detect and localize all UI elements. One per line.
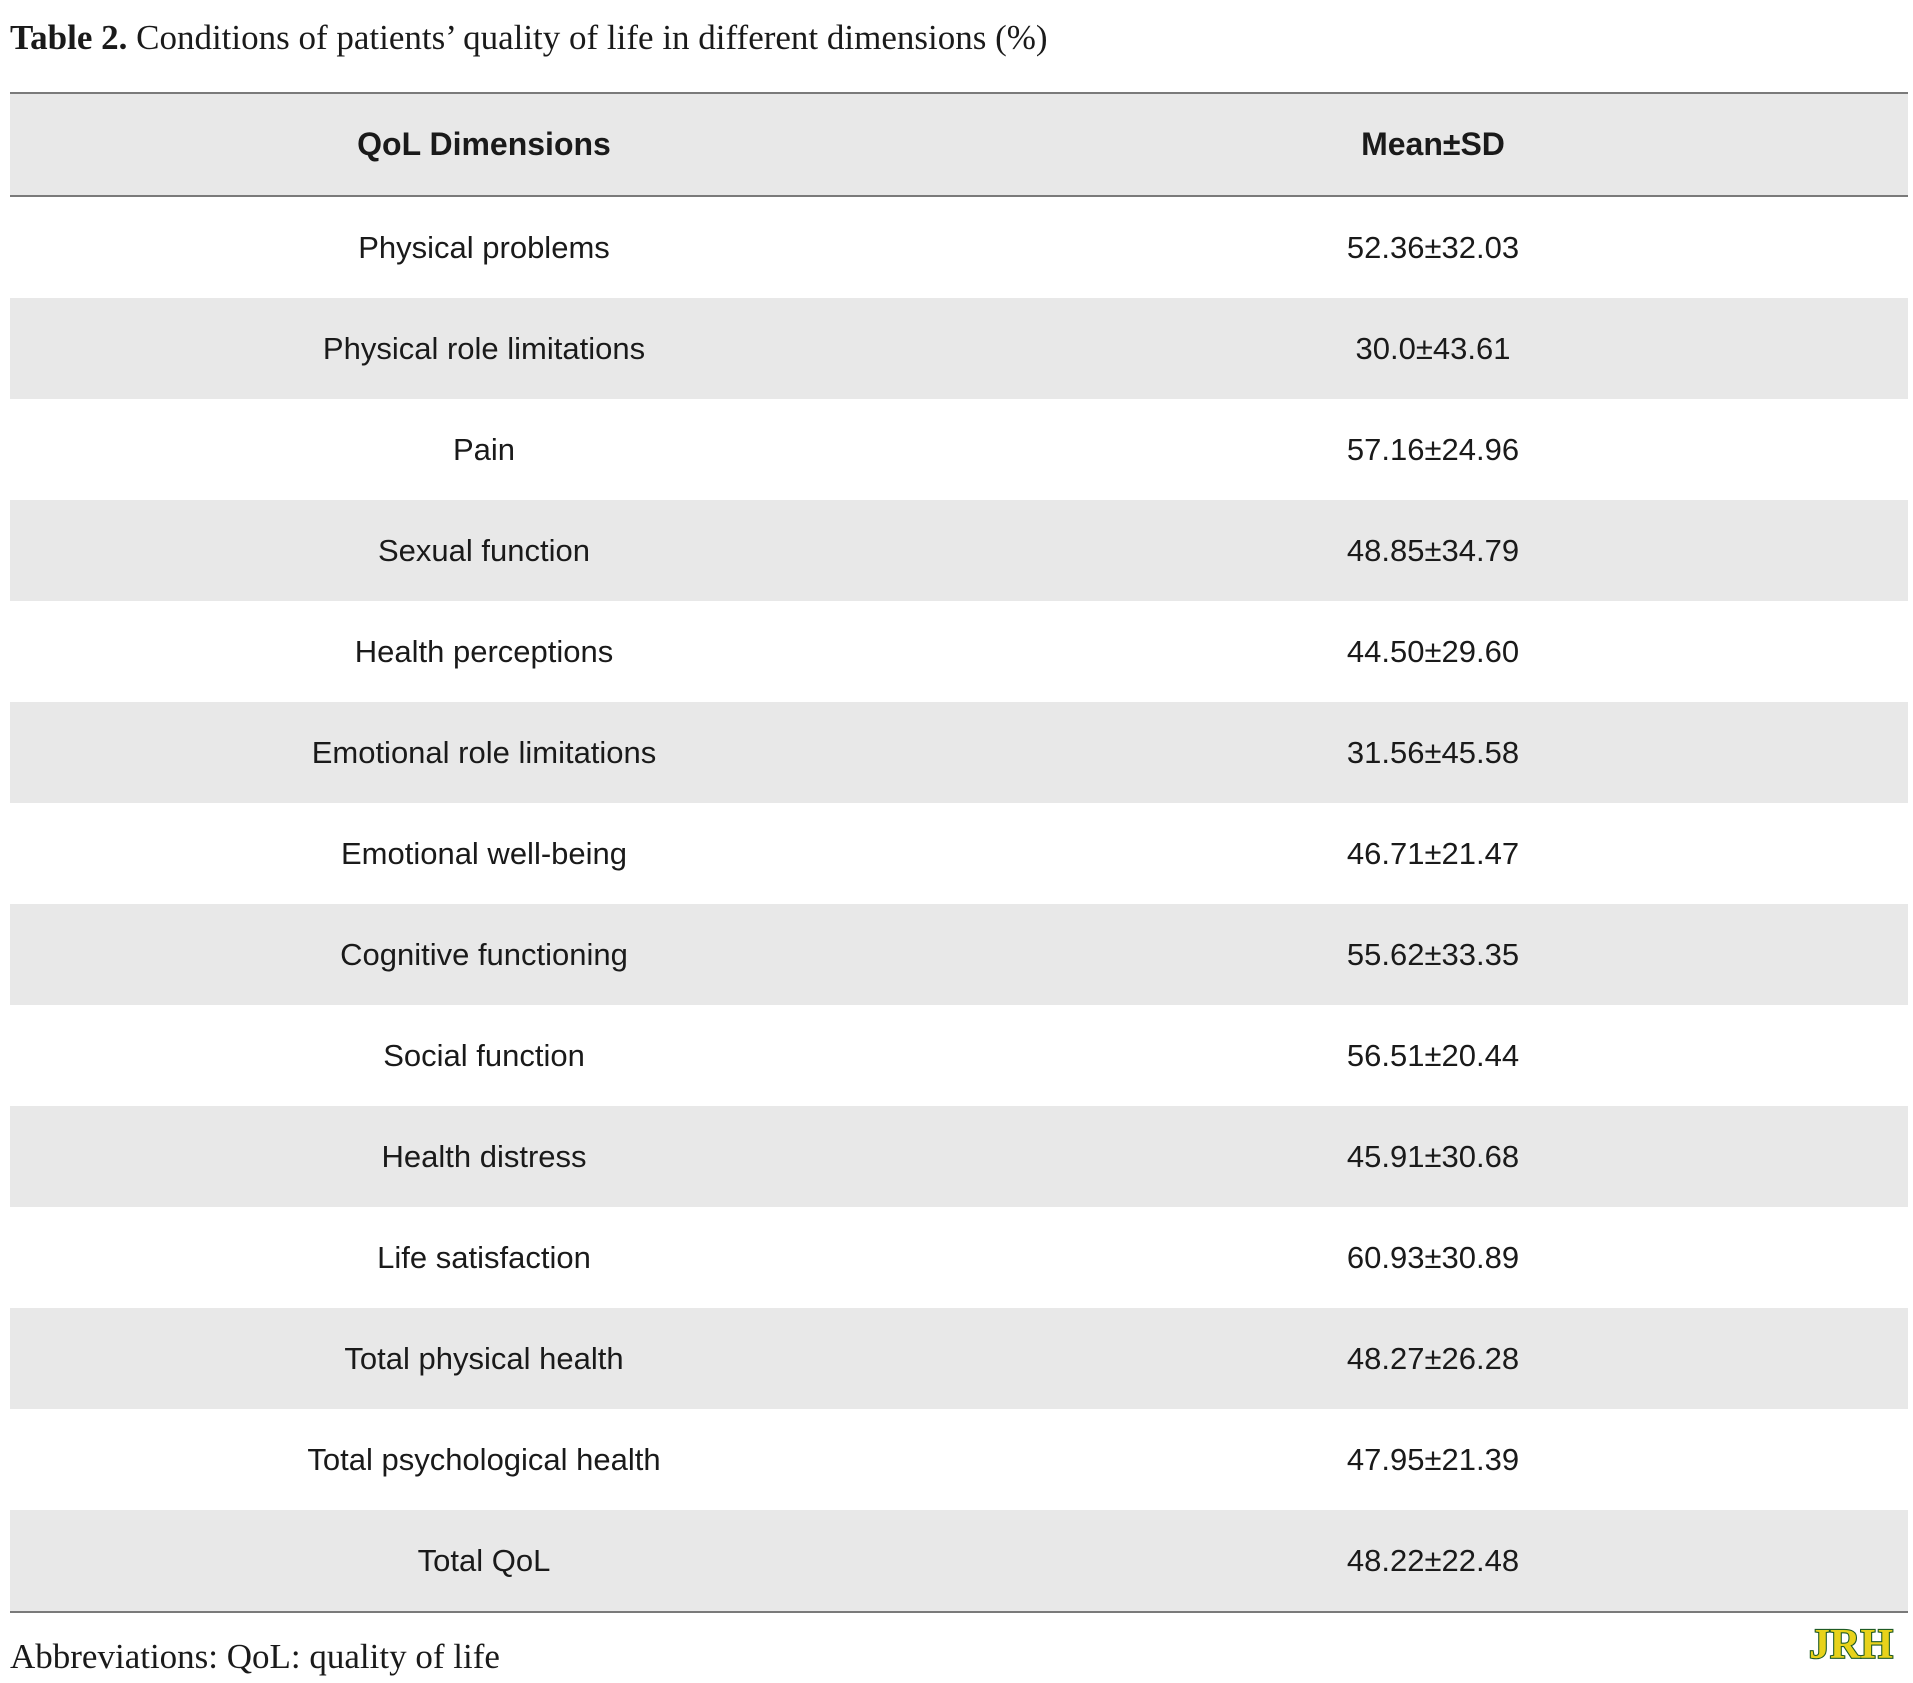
dimension-cell: Life satisfaction bbox=[377, 1239, 591, 1275]
table-row bbox=[10, 1308, 1908, 1409]
table-title: Conditions of patients’ quality of life in different dimensions (%) bbox=[127, 18, 1048, 57]
table-row bbox=[10, 399, 1908, 500]
dimension-cell: Health distress bbox=[381, 1138, 587, 1174]
column-header-mean-sd: Mean±SD bbox=[1361, 126, 1505, 162]
table-row bbox=[10, 1409, 1908, 1510]
mean-sd-cell: 56.51±20.44 bbox=[1346, 1037, 1520, 1073]
dimension-cell: Cognitive functioning bbox=[340, 936, 628, 972]
table-row bbox=[10, 1005, 1908, 1106]
mean-sd-cell: 45.91±30.68 bbox=[1346, 1138, 1520, 1174]
mean-sd-cell: 48.27±26.28 bbox=[1346, 1340, 1520, 1376]
table-row bbox=[10, 1207, 1908, 1308]
table-row bbox=[10, 1106, 1908, 1207]
mean-sd-cell: 44.50±29.60 bbox=[1346, 633, 1520, 669]
dimension-cell: Total psychological health bbox=[307, 1441, 661, 1477]
mean-sd-cell: 55.62±33.35 bbox=[1346, 936, 1520, 972]
table-row bbox=[10, 601, 1908, 702]
mean-sd-cell: 48.85±34.79 bbox=[1346, 532, 1520, 568]
table-row bbox=[10, 702, 1908, 803]
mean-sd-cell: 52.36±32.03 bbox=[1346, 229, 1520, 265]
table-row bbox=[10, 197, 1908, 298]
logo-text: JRH bbox=[1809, 1622, 1893, 1664]
mean-sd-cell: 48.22±22.48 bbox=[1346, 1542, 1520, 1578]
table-footnote: Abbreviations: QoL: quality of life bbox=[10, 1637, 500, 1676]
dimension-cell: Pain bbox=[452, 431, 516, 467]
journal-logo bbox=[1796, 1622, 1906, 1664]
dimension-cell: Emotional role limitations bbox=[311, 734, 657, 770]
table-row bbox=[10, 500, 1908, 601]
mean-sd-cell: 46.71±21.47 bbox=[1346, 835, 1520, 871]
dimension-cell: Emotional well-being bbox=[340, 835, 628, 871]
mean-sd-cell: 30.0±43.61 bbox=[1355, 330, 1511, 366]
dimension-cell: Social function bbox=[383, 1037, 585, 1073]
dimension-cell: Sexual function bbox=[378, 532, 590, 568]
table-row bbox=[10, 1510, 1908, 1611]
dimension-cell: Total QoL bbox=[417, 1542, 551, 1578]
table-header-row bbox=[10, 94, 1908, 197]
qol-table bbox=[10, 92, 1908, 1613]
mean-sd-cell: 60.93±30.89 bbox=[1346, 1239, 1520, 1275]
dimension-cell: Health perceptions bbox=[354, 633, 614, 669]
mean-sd-cell: 47.95±21.39 bbox=[1346, 1441, 1520, 1477]
mean-sd-cell: 31.56±45.58 bbox=[1346, 734, 1520, 770]
table-caption bbox=[10, 14, 1048, 62]
column-header-dimension: QoL Dimensions bbox=[357, 126, 611, 162]
table-row bbox=[10, 298, 1908, 399]
table-row bbox=[10, 904, 1908, 1005]
table-row bbox=[10, 803, 1908, 904]
dimension-cell: Physical problems bbox=[358, 229, 610, 265]
dimension-cell: Physical role limitations bbox=[322, 330, 646, 366]
table-number: Table 2. bbox=[10, 18, 128, 57]
dimension-cell: Total physical health bbox=[344, 1340, 624, 1376]
mean-sd-cell: 57.16±24.96 bbox=[1346, 431, 1520, 467]
